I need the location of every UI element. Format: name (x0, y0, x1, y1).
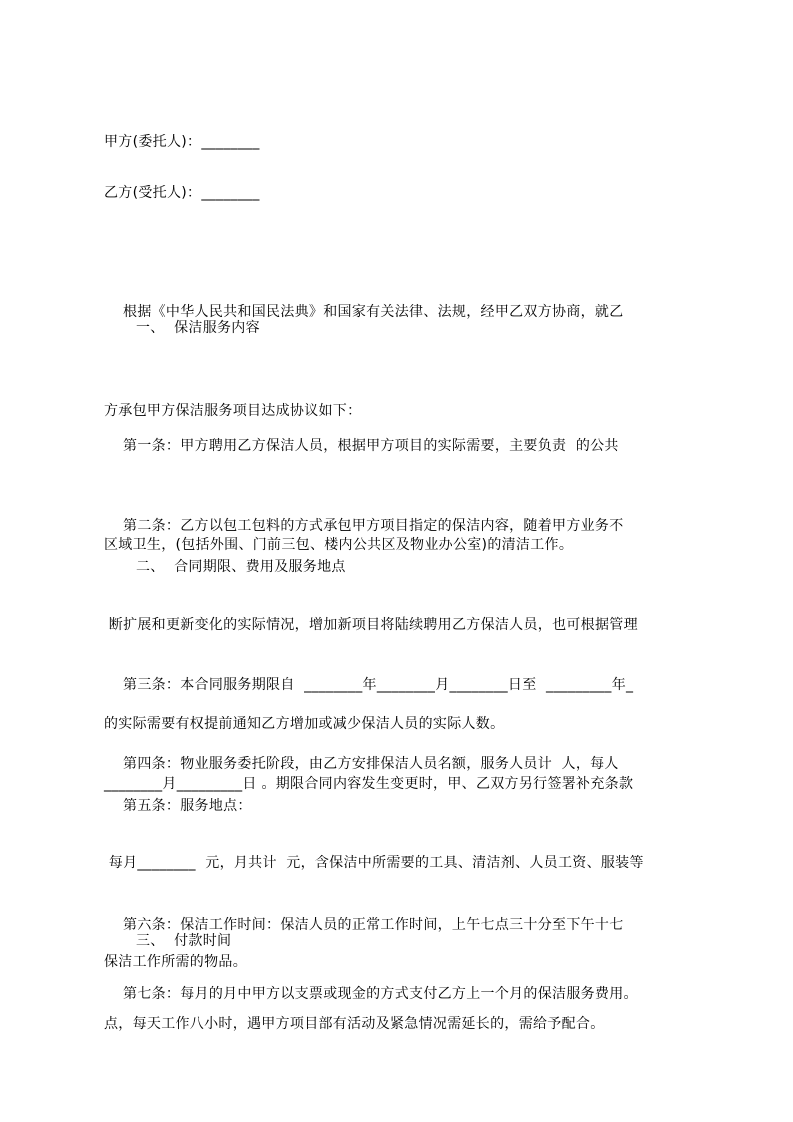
article-3-line-1: 第三条：本合同服务期限自 ________年________月________日至 _________年_ (104, 677, 634, 693)
article-5: 第五条：服务地点： (104, 798, 252, 814)
article-1-line-1: 第一条：甲方聘用乙方保洁人员，根据甲方项目的实际需要，主要负责 的公共 (104, 438, 619, 454)
section-1-title: 一、 保洁服务内容 (136, 320, 260, 336)
article-3-line-2: ________月_________日 。期限合同内容发生变更时，甲、乙双方另行签署补充条款 (104, 776, 634, 792)
section-2-title: 二、 合同期限、费用及服务地点 (136, 559, 346, 575)
article-2-line-2: 断扩展和更新变化的实际情况，增加新项目将陆续聘用乙方保洁人员，也可根据管理 (104, 617, 638, 633)
article-1-line-2: 区域卫生，(包括外围、门前三包、楼内公共区及物业办公室)的清洁工作。 (104, 537, 574, 553)
article-4-line-2: 每月________ 元，月共计 元，含保洁中所需要的工具、清洁剂、人员工资、服装等 (104, 855, 644, 871)
section-3-title: 三、 付款时间 (136, 933, 232, 949)
article-2-line-3: 的实际需要有权提前通知乙方增加或减少保洁人员的实际人数。 (104, 716, 505, 732)
article-4-line-3: 保洁工作所需的物品。 (104, 954, 247, 970)
article-6-line-2: 点，每天工作八小时，遇甲方项目部有活动及紧急情况需延长的，需给予配合。 (104, 1016, 605, 1032)
intro-line-1: 根据《中华人民共和国民法典》和国家有关法律、法规，经甲乙双方协商，就乙 (104, 304, 624, 320)
party-a-line: 甲方(委托人)：________ (104, 134, 260, 150)
article-4-line-1: 第四条：物业服务委托阶段，由乙方安排保洁人员名额，服务人员计 人，每人 (104, 756, 619, 772)
article-2-line-1: 第二条：乙方以包工包料的方式承包甲方项目指定的保洁内容，随着甲方业务不 (104, 518, 624, 534)
party-b-line: 乙方(受托人)：________ (104, 185, 260, 201)
article-6 (104, 843, 704, 1107)
article-7: 第七条：每月的月中甲方以支票或现金的方式支付乙方上一个月的保洁服务费用。 (104, 986, 638, 1002)
article-6-line-1: 第六条：保洁工作时间：保洁人员的正常工作时间，上午七点三十分至下午十七 (104, 917, 624, 933)
intro-line-2: 方承包甲方保洁服务项目达成协议如下： (104, 403, 362, 419)
